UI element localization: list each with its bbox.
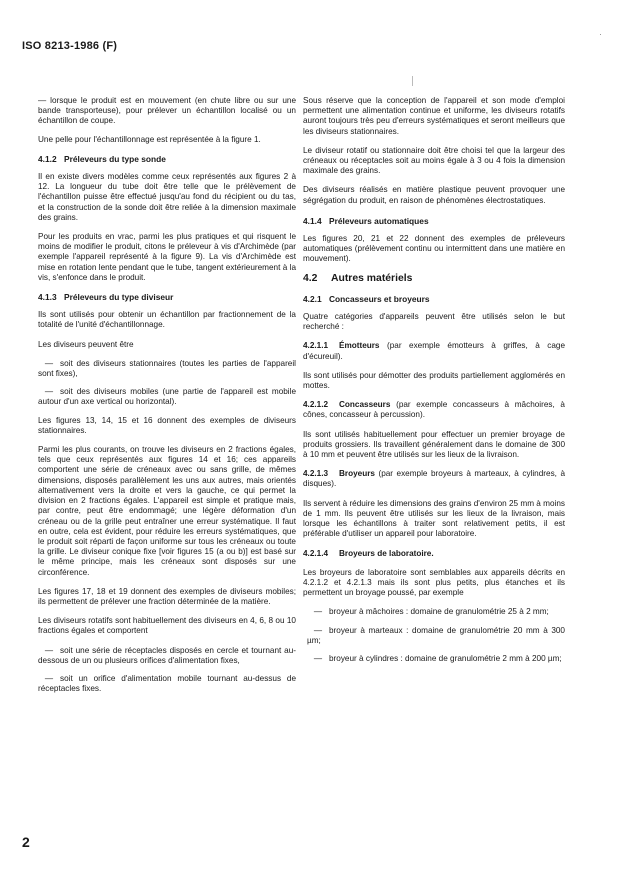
section-number: 4.2.1 [303,293,322,304]
section-title: Autres matériels [331,272,413,284]
scan-speck [600,34,601,35]
paragraph-concasseurs: Ils sont utilisés habituellement pour effectuer un premier broyage de produits grossiers. Ils travaillent généralement dans le domaine de 300 à 10 mm et peuvent être utilisés sur les lieux de la livraison. [303,429,565,460]
section-heading-4-1-3 [38,292,296,302]
paragraph-broyeurs: Ils servent à réduire les dimensions des grains d'environ 25 mm à moins de 1 mm. Ils peuvent être utilisés sur les lieux de la livraison, mais lorsque les échantillons à traiter sont relativement petits, il est préférable d'utiliser un appareil pour laboratoire. [303,498,565,539]
paragraph-diviseur-3: Les figures 13, 14, 15 et 16 donnent des exemples de diviseurs stationnaires. [38,415,296,435]
section-number: 4.1.3 [38,292,57,303]
list-item: — soit des diviseurs stationnaires (toutes les parties de l'appareil sont fixes), [38,358,296,379]
left-column [38,96,296,702]
section-number: 4.2.1.1 [303,341,329,351]
list-item: — broyeur à mâchoires : domaine de granulométrie 25 à 2 mm; [313,607,549,617]
paragraph-plastique: Des diviseurs réalisés en matière plastique peuvent provoquer une ségrégation du produit, en raison de phénomènes électrostatiques. [303,185,565,205]
paragraph-dash-moving-product: — lorsque le produit est en mouvement (en chute libre ou sur une bande transporteuse), pour prélever un échantillon localisé ou un échantillon de coupe. [38,96,296,126]
section-heading-4-1-4 [303,216,565,226]
list-item-text: broyeur à mâchoires : domaine de granulométrie 25 à 2 mm; [329,607,549,617]
section-title: Broyeurs [339,469,375,479]
section-number: 4.2.1.3 [303,469,329,479]
scan-mark [412,76,413,86]
section-title: Émotteurs [339,341,380,351]
section-number: 4.1.4 [303,215,322,226]
paragraph-sonde-1: Il en existe divers modèles comme ceux représentés aux figures 2 à 12. La longueur du tube doit être telle que le prélèvement de l'échantillon puisse être effectué jusqu'au fond du récipient ou du tas, et la construction de la sonde doit être reliée à la dimension maximale des grains. [38,172,296,222]
paragraph-sonde-2: Pour les produits en vrac, parmi les plus pratiques et qui risquent le moins de modifier le produit, citons le préleveur à vis d'Archimède (par exemple l'appareil représenté à la figure 9). La vis d'Archimède est mise en rotation lente pendant que le tube, tangent extérieurement à la vis, s'enfonce dans le produit. [38,232,296,282]
list-item-text: soit des diviseurs mobiles (une partie de l'appareil est mobile autour d'un axe vertical ou horizontal). [38,387,296,407]
paragraph-categories: Quatre catégories d'appareils peuvent être utilisés selon le but recherché : [303,312,565,332]
list-item-text: soit un orifice d'alimentation mobile tournant au-dessus de réceptacles fixes. [38,673,296,694]
paragraph-emotteurs: Ils sont utilisés pour démotter des produits partiellement agglomérés en mottes. [303,370,565,391]
paragraph-diviseur-5: Les figures 17, 18 et 19 donnent des exemples de diviseurs mobiles; ils permettent de prélever une fraction déterminée de la matière. [38,586,296,606]
paragraph-diviseur-6: Les diviseurs rotatifs sont habituellement des diviseurs en 4, 6, 8 ou 10 fractions égales et comportent [38,616,296,636]
section-number: 4.2.1.2 [303,400,329,410]
section-title: Préleveurs automatiques [329,215,429,226]
list-item: — soit un orifice d'alimentation mobile tournant au-dessus de réceptacles fixes. [38,673,296,694]
list-item: — soit des diviseurs mobiles (une partie de l'appareil est mobile autour d'un axe vertical ou horizontal). [38,387,296,407]
paragraph-rotatif-2: Le diviseur rotatif ou stationnaire doit être choisi tel que la largeur des créneaux ou réceptacles soit au moins égale à 3 ou 4 fois la dimension maximale des grains. [303,145,565,176]
list-item-text: broyeur à cylindres : domaine de granulométrie 2 mm à 200 µm; [329,653,562,663]
list-item: — soit une série de réceptacles disposés en cercle et tournant au-dessous de un ou plusieurs orifices d'alimentation fixes, [38,645,296,665]
list-item: — broyeur à cylindres : domaine de granulométrie 2 mm à 200 µm; [313,653,562,663]
paragraph-rotatif-1: Sous réserve que la conception de l'appareil et son mode d'emploi permettent une alimentation continue et uniforme, les diviseurs rotatifs auront toujours très peu d'erreurs systématiques et seront meilleurs que les diviseurs stationnaires. [303,96,565,136]
section-heading-4-2 [303,274,565,284]
list-item-text: soit une série de réceptacles disposés en cercle et tournant au-dessous de un ou plusieurs orifices d'alimentation fixes, [38,645,296,665]
section-title: Broyeurs de laboratoire. [339,548,434,558]
section-heading-4-2-1 [303,294,565,304]
list-item-text: soit des diviseurs stationnaires (toutes les parties de l'appareil sont fixes), [38,358,296,379]
section-title: Préleveurs du type diviseur [64,292,174,303]
section-text: (par exemple émotteurs à griffes, à cage d'écureuil). [303,341,566,361]
subsection-4-2-1-3 [303,469,565,489]
section-number: 4.2.1.4 [303,548,329,558]
section-heading-4-1-2 [38,154,296,164]
page-number: 2 [22,834,30,850]
section-number: 4.2 [303,272,318,284]
subsection-4-2-1-4 [303,549,565,559]
list-item-text: broyeur à marteaux : domaine de granulométrie 20 mm à 300 µm; [307,625,565,645]
list-item: — broyeur à marteaux : domaine de granulométrie 20 mm à 300 µm; [307,625,565,645]
section-number: 4.1.2 [38,153,57,164]
page-header: ISO 8213-1986 (F) [22,40,118,52]
paragraph-diviseur-2: Les diviseurs peuvent être [38,339,134,349]
paragraph-laboratoire: Les broyeurs de laboratoire sont semblables aux appareils décrits en 4.2.1.2 et 4.2.1.3 mais ils sont plus petits, plus étanches et ils permettent un broyage poussé, par exemple [303,567,565,598]
section-title: Concasseurs et broyeurs [329,293,430,304]
subsection-4-2-1-2 [303,400,565,420]
right-column [303,96,565,672]
paragraph-diviseur-4: Parmi les plus courants, on trouve les diviseurs en 2 fractions égales, tels que ceux représentés aux figures 14 et 16; ces appareils comportent une série de créneaux avec ou sans grille, de mêmes dimensions, disposés parallèlement les uns aux autres, mais orientés alternativement vers la droite et vers la gauche, ce qui permet la division en 2 fractions égales. L'appareil est simple et pratique mais, par contre, peut être endommagé; une légère déformation d'un créneau ou de la grille peut entraîner une erreur systématique. Il faut en outre, cela est évident, pour réduire les erreurs systématiques, que le produit soit réparti de façon uniforme sur tous les créneaux ou toute la grille. Le diviseur conique fixe [voir figures 15 (a ou b)] est basé sur le même principe, mais les créneaux sont disposés sur une circonférence. [38,445,296,577]
paragraph-pelle: Une pelle pour l'échantillonnage est représentée à la figure 1. [38,134,261,144]
section-title: Concasseurs [339,400,391,410]
section-title: Préleveurs du type sonde [64,153,166,164]
section-text: (par exemple concasseurs à mâchoires, à cônes, concasseur à percussion). [303,400,565,420]
section-text: (par exemple broyeurs à marteaux, à cylindres, à disques). [303,469,565,489]
subsection-4-2-1-1 [303,341,565,361]
paragraph-automatiques: Les figures 20, 21 et 22 donnent des exemples de préleveurs automatiques (prélèvement continu ou intermittent dans une matière en mouvement). [303,234,565,264]
paragraph-diviseur-1: Ils sont utilisés pour obtenir un échantillon par fractionnement de la totalité de l'unité d'échantillonnage. [38,310,296,330]
